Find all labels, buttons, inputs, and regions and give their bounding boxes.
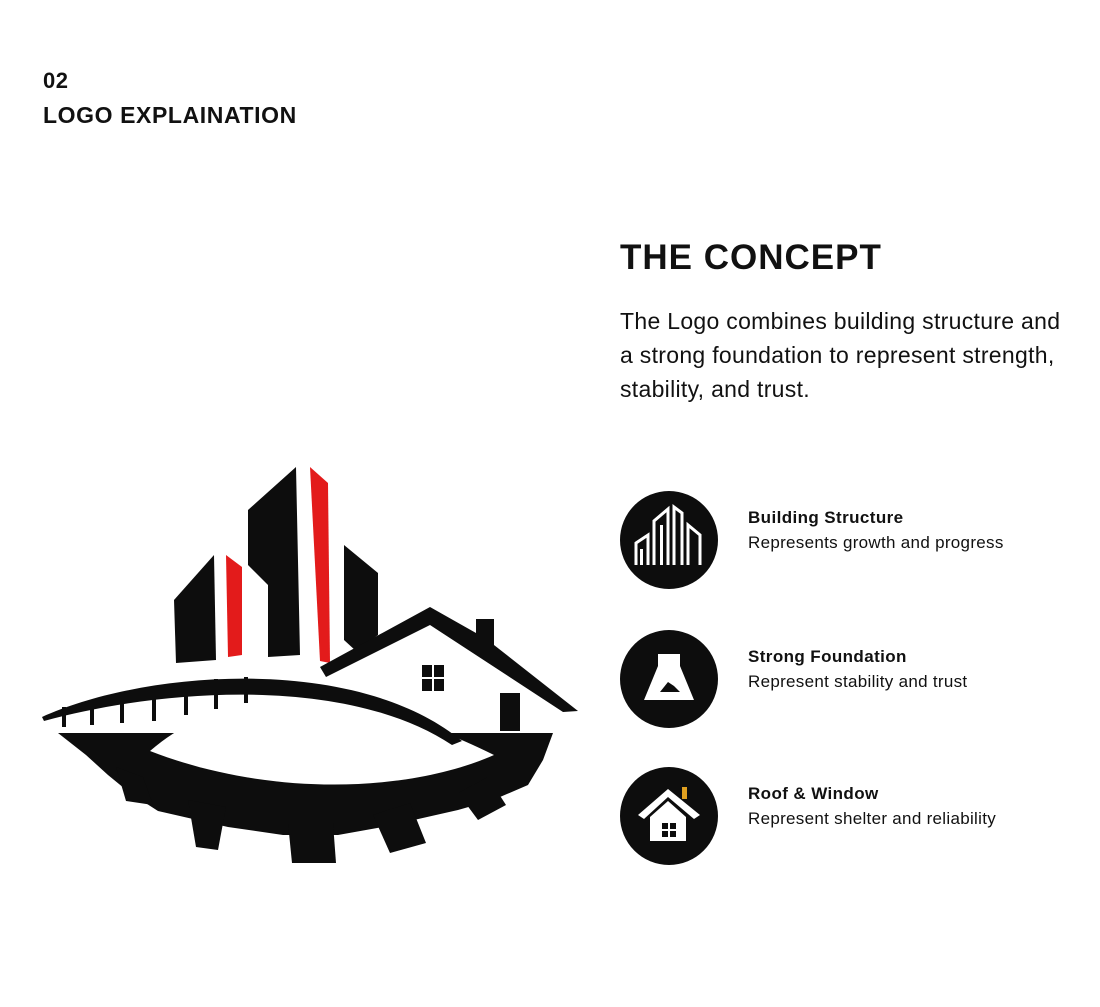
concept-heading: THE CONCEPT <box>620 238 882 277</box>
building-house-gear-logo <box>38 455 586 875</box>
feature-description: Represent stability and trust <box>748 672 968 691</box>
buildings-shape <box>174 467 378 663</box>
feature-title: Roof & Window <box>748 784 879 803</box>
feature-title: Building Structure <box>748 508 904 527</box>
roof-window-icon <box>620 767 718 865</box>
feature-item-building-structure <box>620 491 1090 591</box>
section-number: 02 <box>43 68 69 93</box>
building-structure-icon <box>620 491 718 589</box>
foundation-icon <box>620 630 718 728</box>
feature-item-roof-window <box>620 767 1090 867</box>
section-title: LOGO EXPLAINATION <box>43 102 297 128</box>
feature-item-strong-foundation <box>620 630 1090 730</box>
feature-description: Represent shelter and reliability <box>748 809 997 828</box>
feature-description: Represents growth and progress <box>748 533 1004 552</box>
feature-title: Strong Foundation <box>748 647 907 666</box>
concept-body: The Logo combines building structure and a strong foundation to represent strength, stability, and trust. <box>620 308 1061 402</box>
